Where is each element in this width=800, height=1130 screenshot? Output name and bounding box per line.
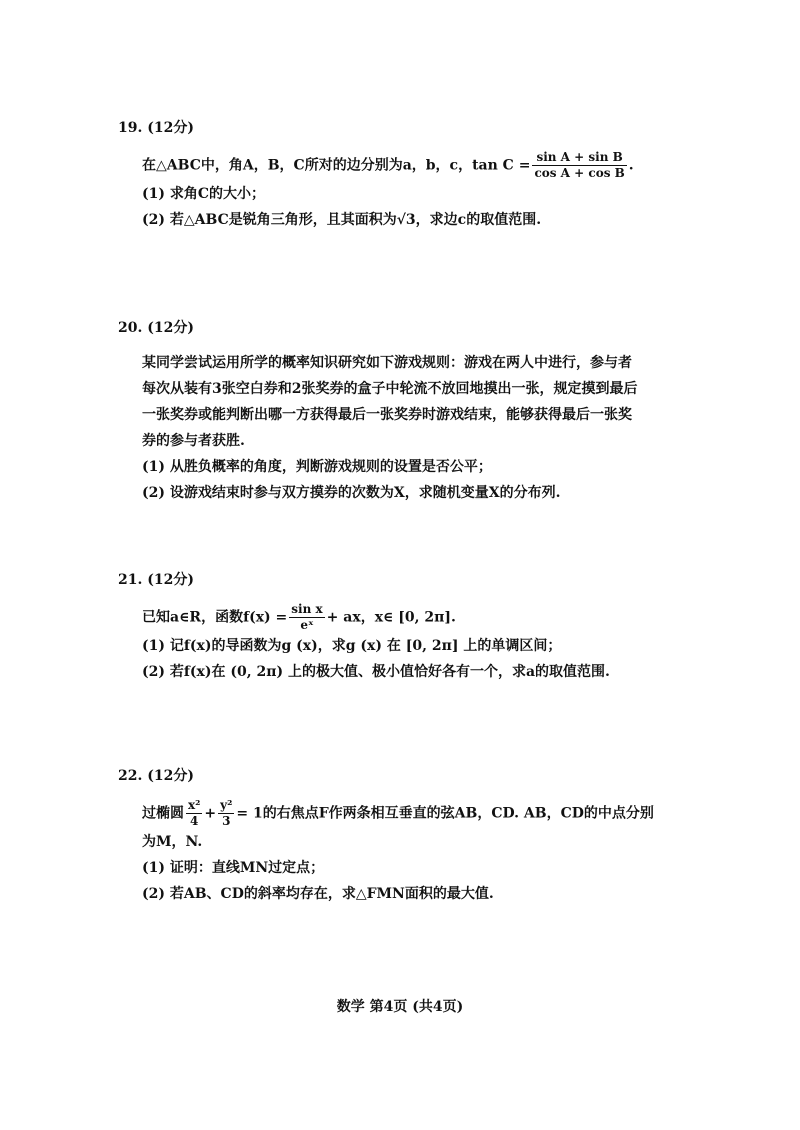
problem-stem xyxy=(142,150,678,181)
problem-body xyxy=(142,350,678,506)
problem-title: 20. (12分) xyxy=(118,320,194,336)
problem-20 xyxy=(118,318,678,506)
problem-21 xyxy=(118,570,678,685)
problem-title: 22. (12分) xyxy=(118,768,194,784)
sub-question-1: (1) 从胜负概率的角度，判断游戏规则的设置是否公平； xyxy=(142,459,492,475)
stem-line: 为M，N. xyxy=(142,834,203,850)
sub-question-2: (2) 若AB、CD的斜率均存在，求△FMN面积的最大值. xyxy=(142,886,494,902)
plus-sign: + xyxy=(204,805,217,822)
stem-text: . xyxy=(628,157,634,174)
sub-question-1: (1) 证明：直线MN过定点； xyxy=(142,860,325,876)
stem-text: 在△ABC中，角A，B，C所对的边分别为a，b，c，tan C = xyxy=(142,157,531,174)
fraction xyxy=(218,798,234,829)
fraction-denominator: cos A + cos B xyxy=(534,166,625,180)
problem-title: 21. (12分) xyxy=(118,572,194,588)
fraction-numerator: sin x xyxy=(291,602,323,616)
fraction xyxy=(186,798,202,829)
problem-title: 19. (12分) xyxy=(118,120,194,136)
stem-text: 过椭圆 xyxy=(142,805,184,822)
stem-line: 券的参与者获胜. xyxy=(142,433,245,449)
problem-19 xyxy=(118,118,678,233)
sub-question-1: (1) 记f(x)的导函数为g (x)，求g (x) 在 [0, 2π] 上的单调区间； xyxy=(142,638,562,654)
fraction-numerator: x² xyxy=(188,798,201,812)
problem-stem xyxy=(142,798,678,829)
stem-line: 某同学尝试运用所学的概率知识研究如下游戏规则：游戏在两人中进行，参与者 xyxy=(142,355,632,371)
problem-22 xyxy=(118,766,678,907)
problem-body xyxy=(142,798,678,907)
problem-body xyxy=(142,602,678,685)
page-footer: 数学 第4页 (共4页) xyxy=(336,999,464,1015)
sub-question-1: (1) 求角C的大小； xyxy=(142,186,266,202)
fraction xyxy=(289,602,324,633)
sub-question-2: (2) 若△ABC是锐角三角形，且其面积为√3，求边c的取值范围. xyxy=(142,212,542,228)
stem-text: = 1的右焦点F作两条相互垂直的弦AB，CD. AB，CD的中点分别 xyxy=(236,805,654,822)
problem-stem xyxy=(142,602,678,633)
fraction-denominator: 4 xyxy=(190,814,199,828)
fraction-denominator: eˣ xyxy=(300,618,314,632)
fraction-denominator: 3 xyxy=(222,814,231,828)
sub-question-2: (2) 设游戏结束时参与双方摸券的次数为X，求随机变量X的分布列. xyxy=(142,485,561,501)
stem-text: 已知a∈R，函数f(x) = xyxy=(142,609,288,626)
stem-text: + ax，x∈ [0, 2π]. xyxy=(326,609,456,626)
problem-body xyxy=(142,150,678,233)
fraction xyxy=(532,150,626,181)
fraction-numerator: y² xyxy=(220,798,233,812)
stem-line: 一张奖券或能判断出哪一方获得最后一张奖券时游戏结束，能够获得最后一张奖 xyxy=(142,407,632,423)
sub-question-2: (2) 若f(x)在 (0, 2π) 上的极大值、极小值恰好各有一个，求a的取值范围. xyxy=(142,664,610,680)
fraction-numerator: sin A + sin B xyxy=(532,150,626,166)
stem-line: 每次从装有3张空白券和2张奖券的盒子中轮流不放回地摸出一张，规定摸到最后 xyxy=(142,381,638,397)
